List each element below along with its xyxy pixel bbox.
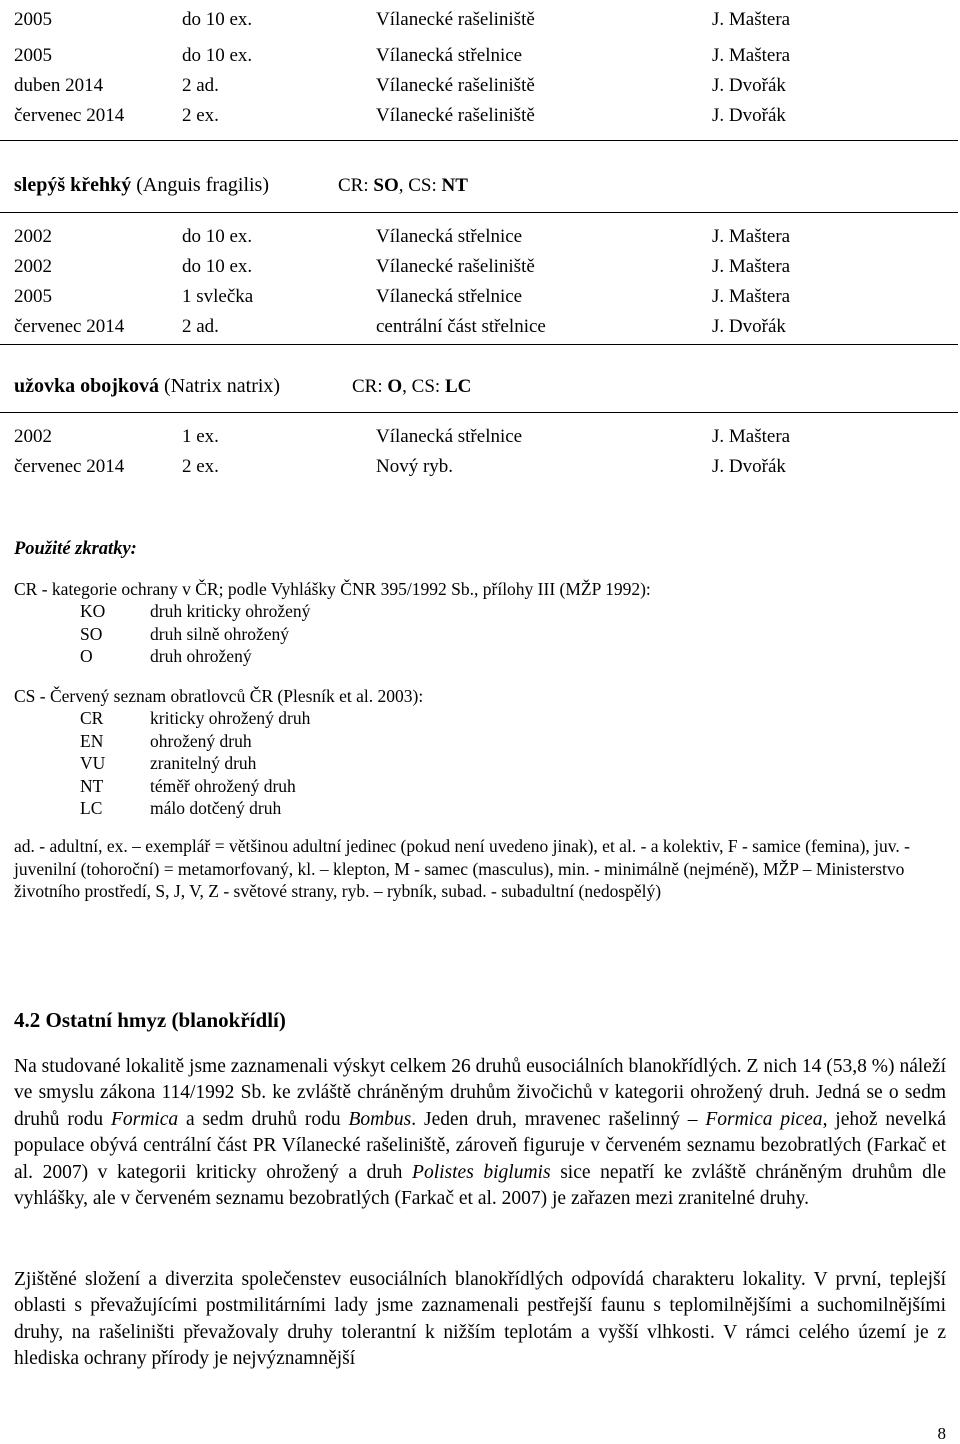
observer-cell: J. Maštera xyxy=(712,426,791,447)
date-cell: červenec 2014 xyxy=(14,456,125,477)
locality-cell: Vílanecká střelnice xyxy=(376,226,523,247)
count-cell: do 10 ex. xyxy=(182,45,253,66)
count-cell: do 10 ex. xyxy=(182,9,253,30)
species-heading xyxy=(14,373,280,399)
locality-cell: Vílanecké rašeliniště xyxy=(376,105,535,126)
date-cell: 2005 xyxy=(14,286,52,307)
table-row xyxy=(0,315,960,345)
locality-cell: Vílanecké rašeliniště xyxy=(376,9,535,30)
cs-legend-title: CS - Červený seznam obratlovců ČR (Plesník et al. 2003): xyxy=(14,686,424,706)
italic-taxon: Formica xyxy=(110,1108,179,1130)
date-cell: 2002 xyxy=(14,226,52,247)
table-row xyxy=(0,44,960,74)
species-status: CR: SO, CS: NT xyxy=(338,175,468,196)
text-run: Na studované lokalitě jsme zaznamenali výskyt celkem 26 druhů eusociálních blanokřídlých. Z nich 14 (53,8 %) náleží ve smyslu zákona 114/1992 Sb. ke zvláště chráněným druhům živočichů v kategorii ohrožený druh. Jedná se o sedm druhů rodu xyxy=(14,1056,946,1130)
legend-item: O druh ohrožený xyxy=(80,646,252,666)
observer-cell: J. Dvořák xyxy=(712,316,786,337)
date-cell: duben 2014 xyxy=(14,75,104,96)
species-heading xyxy=(14,172,269,198)
cr-legend xyxy=(14,578,944,668)
table-row xyxy=(0,425,960,455)
italic-taxon: Bombus xyxy=(348,1108,412,1130)
observer-cell: J. Dvořák xyxy=(712,75,786,96)
body-paragraph: Zjištěné složení a diverzita společenstev eusociálních blanokřídlých odpovídá charakteru lokality. V první, teplejší oblasti s převažujícími postmilitárními lady jsme zaznamenali pestřejší faunu s teplomilnějšími a suchomilnějšími druhy, na rašeliništi převažovaly druhy tolerantní k nižším teplotám a vyšší vlhkosti. V rámci celého území je z hlediska ochrany přírody je nejvýznamnější xyxy=(14,1269,946,1370)
date-cell: 2002 xyxy=(14,256,52,277)
legend-item: KO druh kriticky ohrožený xyxy=(80,601,311,621)
table-divider xyxy=(0,212,958,213)
species-status: CR: O, CS: LC xyxy=(352,376,472,397)
count-cell: 2 ad. xyxy=(182,316,219,337)
observer-cell: J. Dvořák xyxy=(712,456,786,477)
date-cell: 2002 xyxy=(14,426,52,447)
count-cell: 1 svlečka xyxy=(182,286,254,307)
abbreviations-text: ad. - adultní, ex. – exemplář = většinou adultní jedinec (pokud není uvedeno jinak), et al. - a kolektiv, F - samice (femina), juv. - juvenilní (tohoroční) = metamorfovaný, kl. – klepton, M - samec (masculus), min. - minimálně (nejméně), MŽP – Ministerstvo životního prostředí, S, J, V, Z - světové strany, ryb. – rybník, subad. - subadultní (nedospělý) xyxy=(14,836,910,901)
section-heading xyxy=(14,1006,286,1034)
section-number: 4.2 xyxy=(14,1008,41,1032)
records-table-top xyxy=(0,8,960,134)
cr-legend-title: CR - kategorie ochrany v ČR; podle Vyhlášky ČNR 395/1992 Sb., přílohy III (MŽP 1992): xyxy=(14,579,651,599)
species-name-cz: užovka obojková xyxy=(14,375,160,397)
legend-item: VU zranitelný druh xyxy=(80,753,257,773)
species-name-cz: slepýš křehký xyxy=(14,174,132,196)
locality-cell: Vílanecké rašeliniště xyxy=(376,256,535,277)
table-divider xyxy=(0,412,958,413)
locality-cell: Vílanecká střelnice xyxy=(376,286,523,307)
count-cell: do 10 ex. xyxy=(182,226,253,247)
count-cell: 2 ex. xyxy=(182,456,219,477)
table-divider xyxy=(0,344,958,345)
date-cell: červenec 2014 xyxy=(14,105,125,126)
section-title: Ostatní hmyz (blanokřídlí) xyxy=(45,1008,286,1032)
italic-taxon: Polistes biglumis xyxy=(412,1161,551,1183)
observer-cell: J. Maštera xyxy=(712,256,791,277)
table-row xyxy=(0,74,960,104)
table-row xyxy=(0,104,960,134)
locality-cell: Vílanecká střelnice xyxy=(376,45,523,66)
table-divider xyxy=(0,140,958,141)
text-run: sice nepatří ke zvláště chráněným druhům dle vyhlášky, ale v červeném seznamu bezobratlých (Farkač et al. 2007) je zařazen mezi zranitelné druhy. xyxy=(14,1161,946,1210)
count-cell: do 10 ex. xyxy=(182,256,253,277)
text-run: , jehož nevelká populace obývá centrální část PR Vílanecké rašeliniště, zároveň figuruje v červeném seznamu bezobratlých (Farkač et al. 2007) v kategorii kriticky ohrožený a druh xyxy=(14,1108,947,1183)
species-name-latin: (Anguis fragilis) xyxy=(136,174,270,196)
text-run: a sedm druhů rodu xyxy=(178,1108,349,1130)
observer-cell: J. Maštera xyxy=(712,9,791,30)
page-number: 8 xyxy=(937,1424,946,1443)
table-row xyxy=(0,285,960,315)
species-name-latin: (Natrix natrix) xyxy=(164,375,281,397)
date-cell: 2005 xyxy=(14,45,52,66)
legend-item: CR kriticky ohrožený druh xyxy=(80,708,311,728)
records-table xyxy=(0,225,960,345)
locality-cell: Vílanecké rašeliniště xyxy=(376,75,535,96)
body-paragraph xyxy=(14,1054,946,1212)
observer-cell: J. Maštera xyxy=(712,286,791,307)
table-row xyxy=(0,225,960,255)
count-cell: 1 ex. xyxy=(182,426,219,447)
observer-cell: J. Maštera xyxy=(712,45,791,66)
legend-item: EN ohrožený druh xyxy=(80,730,252,751)
locality-cell: centrální část střelnice xyxy=(376,316,546,337)
legend-item: SO druh silně ohrožený xyxy=(80,623,289,644)
date-cell: červenec 2014 xyxy=(14,316,125,337)
text-run: . Jeden druh, mravenec rašelinný – xyxy=(411,1108,706,1130)
observer-cell: J. Dvořák xyxy=(712,105,786,126)
locality-cell: Nový ryb. xyxy=(376,456,454,477)
count-cell: 2 ad. xyxy=(182,75,219,96)
locality-cell: Vílanecká střelnice xyxy=(376,426,523,447)
table-row xyxy=(0,8,960,44)
records-table xyxy=(0,425,960,485)
observer-cell: J. Maštera xyxy=(712,226,791,247)
date-cell: 2005 xyxy=(14,9,52,30)
table-row xyxy=(0,255,960,285)
italic-taxon: Formica picea xyxy=(705,1108,823,1130)
legend-item: NT téměř ohrožený druh xyxy=(80,775,296,796)
count-cell: 2 ex. xyxy=(182,105,219,126)
abbreviations-title: Použité zkratky: xyxy=(14,539,137,559)
legend-item: LC málo dotčený druh xyxy=(80,798,282,818)
cs-legend xyxy=(14,685,944,820)
table-row xyxy=(0,455,960,485)
